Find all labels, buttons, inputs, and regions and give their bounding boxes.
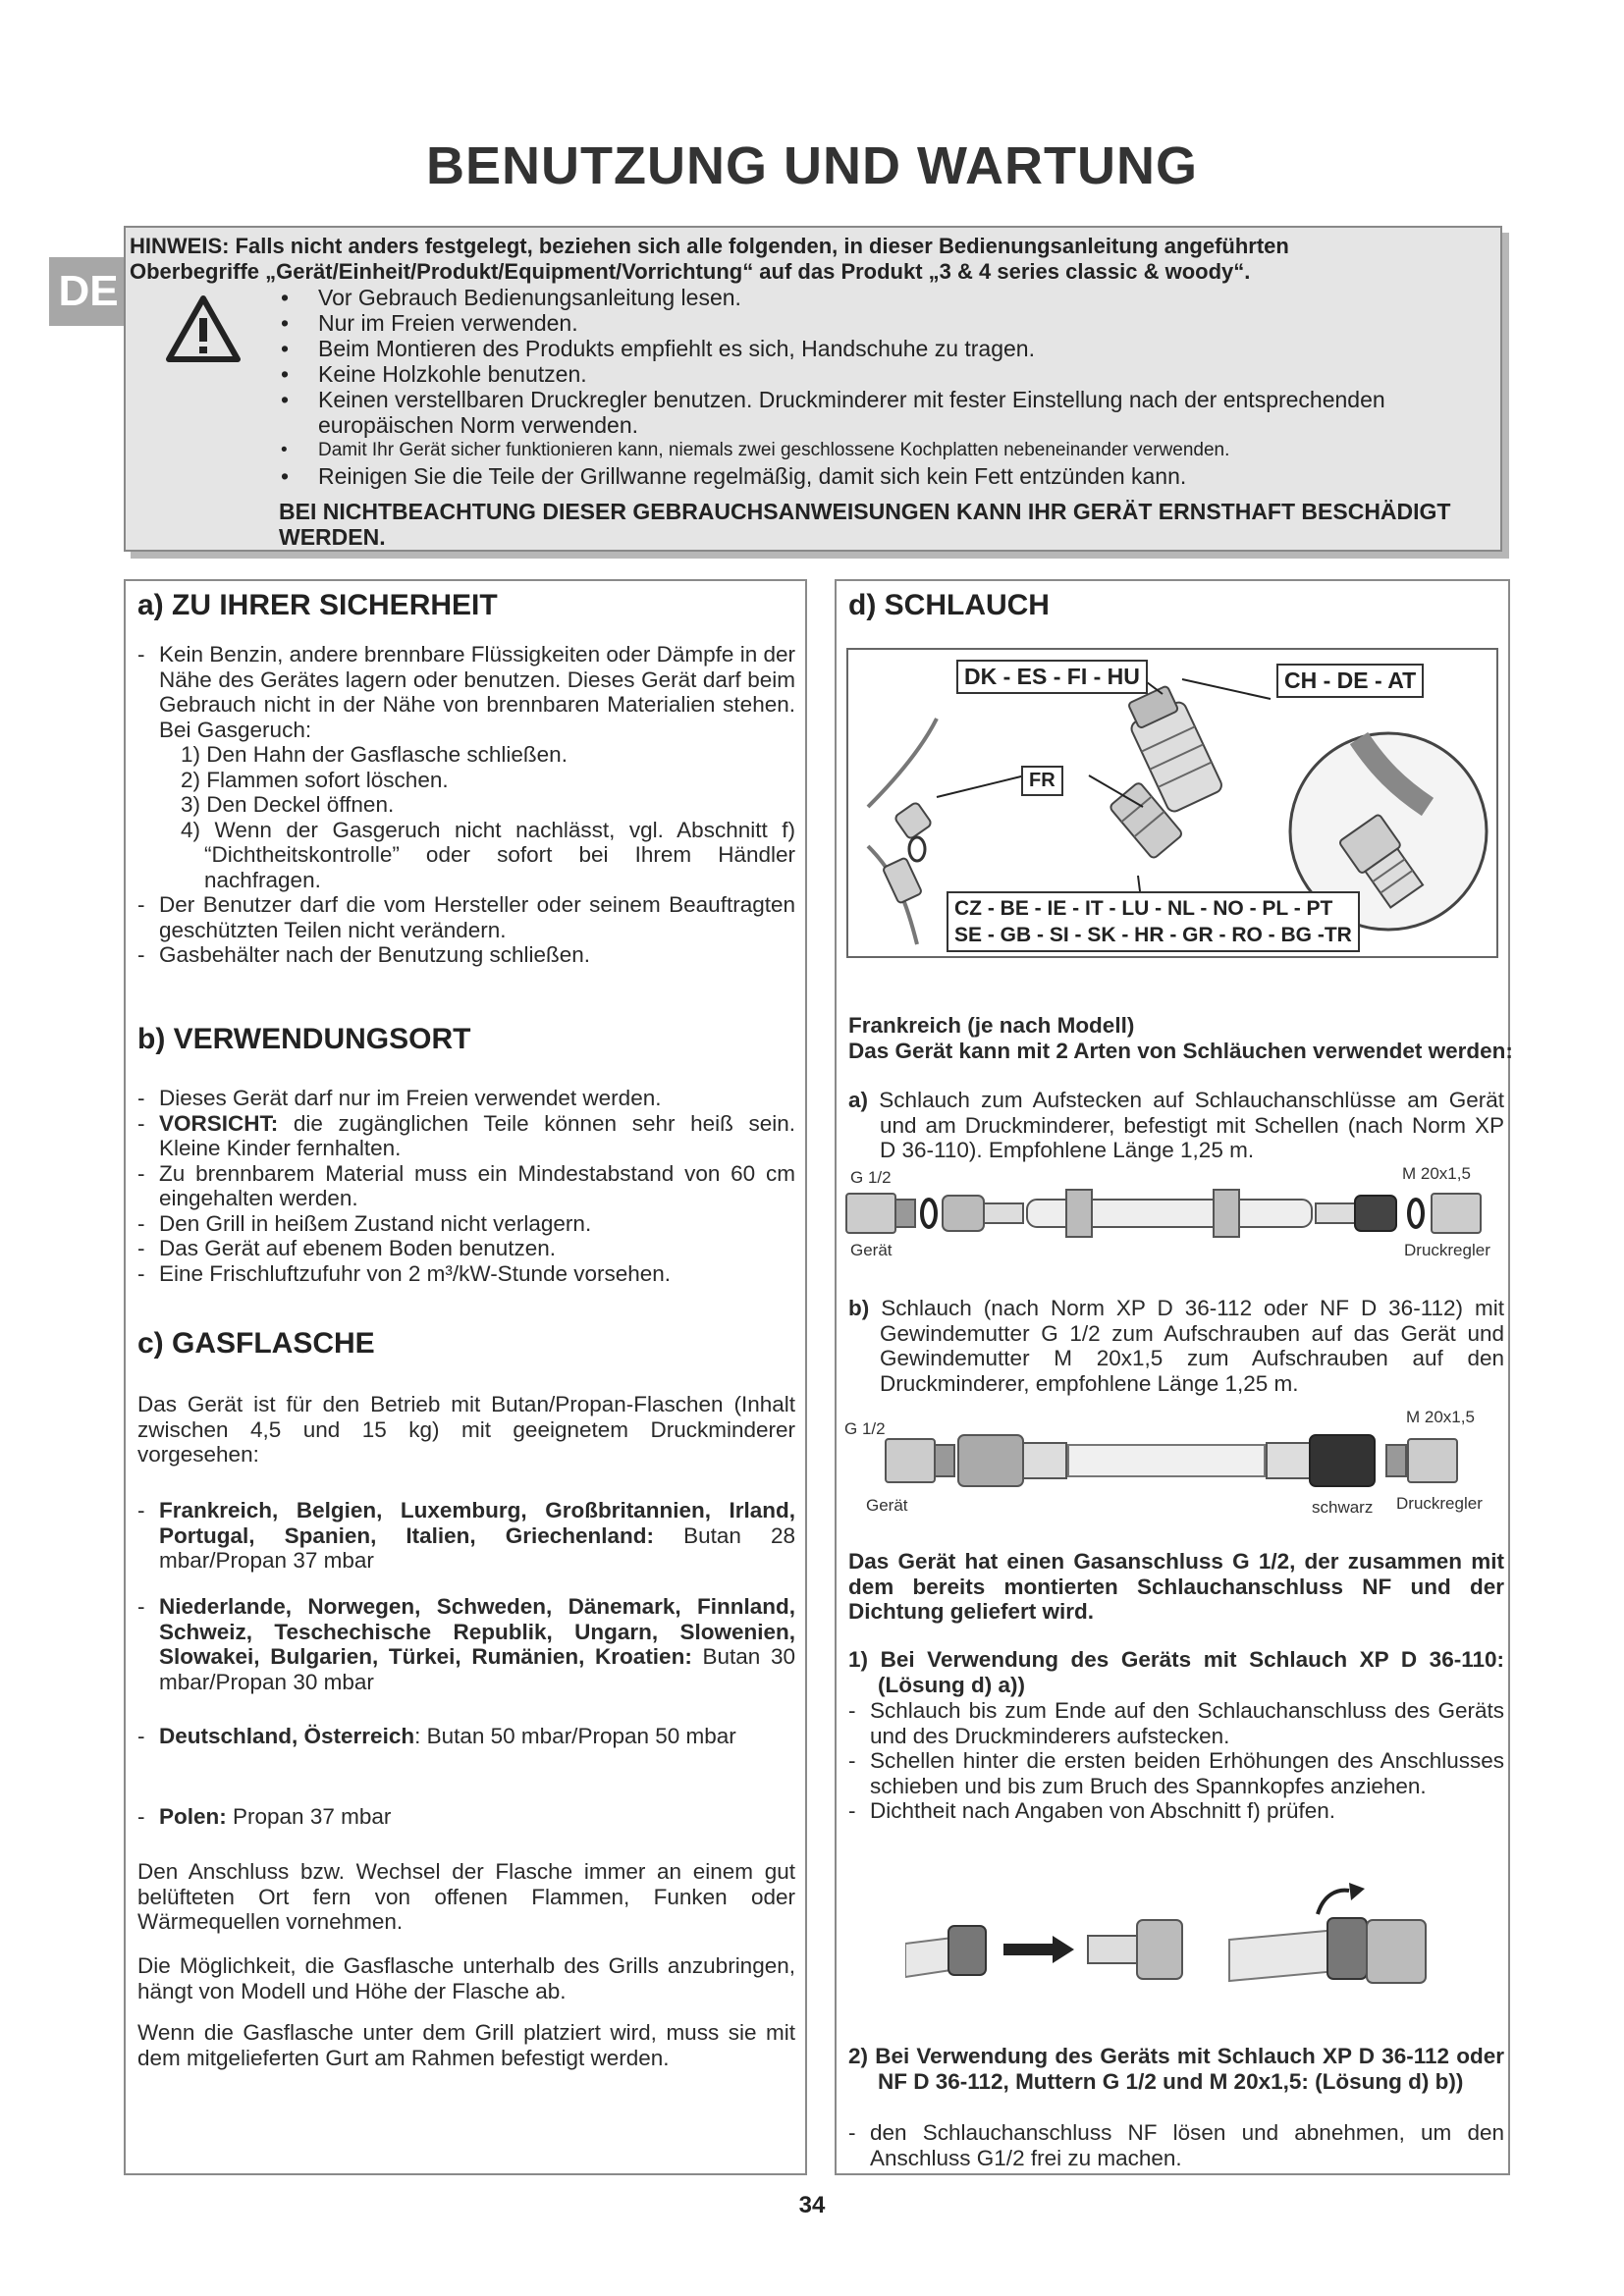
hose-a-druckregler-label: Druckregler: [1404, 1241, 1490, 1259]
hose-a-figure: [844, 1164, 1504, 1259]
step-4: 4) Wenn der Gasgeruch nicht nachlässt, vgl. Abschnitt f) “Dichtheitskontrolle” oder sofort bei Ihrem Händler nachfragen.: [181, 817, 795, 892]
hose-type-a: [848, 1088, 1504, 1163]
section-b-heading: b) VERWENDUNGSORT: [137, 1023, 471, 1055]
notice-item: • Reinigen Sie die Teile der Grillwanne regelmäßig, damit sich kein Fett entzünden kann.: [273, 463, 1490, 489]
hose-b-m20-label: M 20x1,5: [1406, 1408, 1475, 1426]
section-a-heading: a) ZU IHRER SICHERHEIT: [137, 589, 498, 621]
hose-b-figure: [844, 1408, 1504, 1516]
section-b-item1: - Dieses Gerät darf nur im Freien verwendet werden.: [137, 1086, 795, 1111]
section-a-p3: - Gasbehälter nach der Benutzung schließen.: [137, 942, 795, 968]
gas-connection-text: Das Gerät hat einen Gasanschluss G 1/2, der zusammen mit dem bereits montierten Schlauchanschluss NF und der Dichtung geliefert wird.: [848, 1549, 1504, 1624]
gas-group-2: [137, 1594, 795, 1694]
section-a-p2: - Der Benutzer darf die vom Hersteller oder seinem Beauftragten geschützten Teilen nicht verändern.: [137, 892, 795, 942]
notice-item: • Keinen verstellbaren Druckregler benutzen. Druckminderer mit fester Einstellung nach der entsprechenden europäischen Norm verwenden.: [273, 387, 1490, 438]
solution-1-item3: - Dichtheit nach Angaben von Abschnitt f) prüfen.: [848, 1798, 1504, 1824]
section-a-p1: - Kein Benzin, andere brennbare Flüssigkeiten oder Dämpfe in der Nähe des Gerätes lagern oder benutzen. Dieses Gerät darf beim Gebrauch nicht in der Nähe von brennbaren Materialien stehen. Bei Gasgeruch:: [137, 642, 795, 742]
step-1: 1) Den Hahn der Gasflasche schließen.: [181, 742, 568, 767]
section-b-item6: - Eine Frischluftzufuhr von 2 m³/kW-Stunde vorsehen.: [137, 1261, 795, 1287]
hose-b-druckregler-label: Druckregler: [1396, 1494, 1483, 1513]
notice-warning-footer: BEI NICHTBEACHTUNG DIESER GEBRAUCHSANWEISUNGEN KANN IHR GERÄT ERNSTHAFT BESCHÄDIGT WERDEN.: [279, 499, 1451, 550]
notice-item: • Nur im Freien verwenden.: [273, 310, 1490, 336]
clamp-illustration: [905, 1875, 1455, 1993]
region-label-ch: CH - DE - AT: [1276, 664, 1424, 698]
region-label-fr: FR: [1021, 766, 1063, 796]
hose-b-schwarz-label: schwarz: [1312, 1498, 1374, 1517]
page-title: BENUTZUNG UND WARTUNG: [426, 136, 1198, 195]
section-b-item5: - Das Gerät auf ebenem Boden benutzen.: [137, 1236, 795, 1261]
notice-box: [124, 226, 1502, 552]
france-line2: Das Gerät kann mit 2 Arten von Schläuchen verwendet werden:: [848, 1038, 1513, 1063]
page-number: 34: [798, 2192, 826, 2218]
gas-group-2-countries: Niederlande, Norwegen, Schweden, Dänemark, Finnland, Schweiz, Teschechische Republik, Ungarn, Slowenien, Slowakei, Bulgarien, Türkei, Rumänien, Kroatien:: [159, 1594, 795, 1669]
step-2: 2) Flammen sofort löschen.: [181, 767, 449, 792]
hose-b-illustration: [884, 1431, 1473, 1488]
gas-group-2-pressure: Butan 30 mbar/Propan 30 mbar: [159, 1644, 795, 1694]
hose-a-m20-label: M 20x1,5: [1402, 1164, 1471, 1183]
caution-text: die zugänglichen Teile können sehr heiß sein. Kleine Kinder fernhalten.: [159, 1110, 795, 1160]
section-c-p2: Die Möglichkeit, die Gasflasche unterhalb des Grills anzubringen, hängt von Modell und Höhe der Flasche ab.: [137, 1953, 795, 2003]
notice-item: • Damit Ihr Gerät sicher funktionieren kann, niemals zwei geschlossene Kochplatten nebeneinander verwenden.: [273, 438, 1490, 463]
gas-group-3: [137, 1724, 795, 1749]
gas-group-1-countries: Frankreich, Belgien, Luxemburg, Großbritannien, Irland, Portugal, Spanien, Italien, Griechenland:: [159, 1498, 795, 1548]
warning-icon: [165, 294, 242, 363]
hose-type-b-text: Schlauch (nach Norm XP D 36-112 oder NF D 36-112) mit Gewindemutter G 1/2 zum Aufschrauben auf das Gerät und Gewindemutter M 20x1,5 zum Aufschrauben auf den Druckminderer, empfohlene Länge 1,25 m.: [880, 1296, 1504, 1396]
section-b-body: [137, 1086, 795, 1286]
hose-type-a-label: a): [848, 1088, 869, 1112]
section-a-body: [137, 642, 795, 968]
hose-b-geraet-label: Gerät: [866, 1496, 908, 1515]
notice-item: • Keine Holzkohle benutzen.: [273, 361, 1490, 387]
gas-group-1: [137, 1498, 795, 1574]
section-c-p1: Den Anschluss bzw. Wechsel der Flasche immer an einem gut belüfteten Ort fern von offenen Flammen, Funken oder Wärmequellen vornehmen.: [137, 1859, 795, 1934]
notice-heading-line2: Oberbegriffe „Gerät/Einheit/Produkt/Equipment/Vorrichtung“ auf das Produkt „3 & 4 series classic & woody“.: [130, 259, 1251, 284]
gas-group-4-pressure: Propan 37 mbar: [226, 1804, 392, 1829]
hose-type-a-text: Schlauch zum Aufstecken auf Schlauchanschlüsse am Gerät und am Druckminderer, befestigt mit Schellen (nach Norm XP D 36-110). Empfohlene Länge 1,25 m.: [879, 1088, 1504, 1162]
section-c-intro: Das Gerät ist für den Betrieb mit Butan/Propan-Flaschen (Inhalt zwischen 4,5 und 15 kg) mit geeignetem Druckminderer vorgesehen:: [137, 1392, 795, 1467]
notice-heading-line1: HINWEIS: Falls nicht anders festgelegt, beziehen sich alle folgenden, in dieser Bedienungsanleitung angeführten: [130, 234, 1289, 258]
section-b-item4: - Den Grill in heißem Zustand nicht verlagern.: [137, 1211, 795, 1237]
left-column: [124, 579, 807, 2175]
section-b-item3: - Zu brennbarem Material muss ein Mindestabstand von 60 cm eingehalten werden.: [137, 1161, 795, 1211]
gas-group-4-countries: Polen:: [159, 1804, 227, 1829]
gas-group-4: [137, 1804, 795, 1830]
region-label-cz-line2: SE - GB - SI - SK - HR - GR - RO - BG -TR: [954, 924, 1352, 946]
solution-1-list: [848, 1698, 1504, 1824]
caution-label: VORSICHT:: [159, 1110, 279, 1136]
region-label-cz: [947, 891, 1360, 952]
solution-1-item2: - Schellen hinter die ersten beiden Erhöhungen des Anschlusses schieben und bis zum Bruch des Spannkopfes anziehen.: [848, 1748, 1504, 1798]
language-tab: DE: [49, 257, 128, 326]
hose-a-geraet-label: Gerät: [850, 1241, 893, 1259]
notice-list: [273, 285, 1490, 489]
gas-group-3-pressure: : Butan 50 mbar/Propan 50 mbar: [414, 1724, 736, 1748]
solution-1-item1: - Schlauch bis zum Ende auf den Schlauchanschluss des Geräts und des Druckminderers aufstecken.: [848, 1698, 1504, 1748]
france-heading: [848, 1013, 1516, 1063]
right-column: [835, 579, 1513, 2175]
hose-type-b-label: b): [848, 1296, 870, 1320]
solution-1-heading: 1) Bei Verwendung des Geräts mit Schlauch XP D 36-110: (Lösung d) a)): [848, 1647, 1504, 1697]
hose-a-g12-label: G 1/2: [850, 1168, 892, 1187]
solution-2-heading: 2) Bei Verwendung des Geräts mit Schlauch XP D 36-112 oder NF D 36-112, Muttern G 1/2 und M 20x1,5: (Lösung d) b)): [848, 2044, 1504, 2094]
notice-heading: [130, 234, 1494, 285]
region-label-dk: DK - ES - FI - HU: [956, 660, 1148, 694]
solution-2-list: [848, 2120, 1504, 2170]
section-b-item2: [137, 1111, 795, 1161]
hose-a-illustration: [844, 1188, 1504, 1239]
step-3: 3) Den Deckel öffnen.: [181, 792, 395, 817]
hose-b-g12-label: G 1/2: [844, 1419, 886, 1438]
notice-item: • Beim Montieren des Produkts empfiehlt es sich, Handschuhe zu tragen.: [273, 336, 1490, 361]
region-label-cz-line1: CZ - BE - IE - IT - LU - NL - NO - PL - PT: [954, 897, 1333, 920]
hose-type-b: [848, 1296, 1504, 1396]
section-c-heading: c) GASFLASCHE: [137, 1327, 375, 1360]
gas-group-3-countries: Deutschland, Österreich: [159, 1724, 415, 1748]
section-d-heading: d) SCHLAUCH: [848, 589, 1050, 621]
gas-group-1-pressure: Butan 28 mbar/Propan 37 mbar: [159, 1522, 796, 1573]
solution-2-item1: - den Schlauchanschluss NF lösen und abnehmen, um den Anschluss G1/2 frei zu machen.: [848, 2120, 1504, 2170]
section-c-p3: Wenn die Gasflasche unter dem Grill platziert wird, muss sie mit dem mitgelieferten Gurt am Rahmen befestigt werden.: [137, 2020, 795, 2070]
france-line1: Frankreich (je nach Modell): [848, 1013, 1135, 1038]
connector-region-figure: [846, 648, 1498, 958]
notice-item: • Vor Gebrauch Bedienungsanleitung lesen.: [273, 285, 1490, 310]
